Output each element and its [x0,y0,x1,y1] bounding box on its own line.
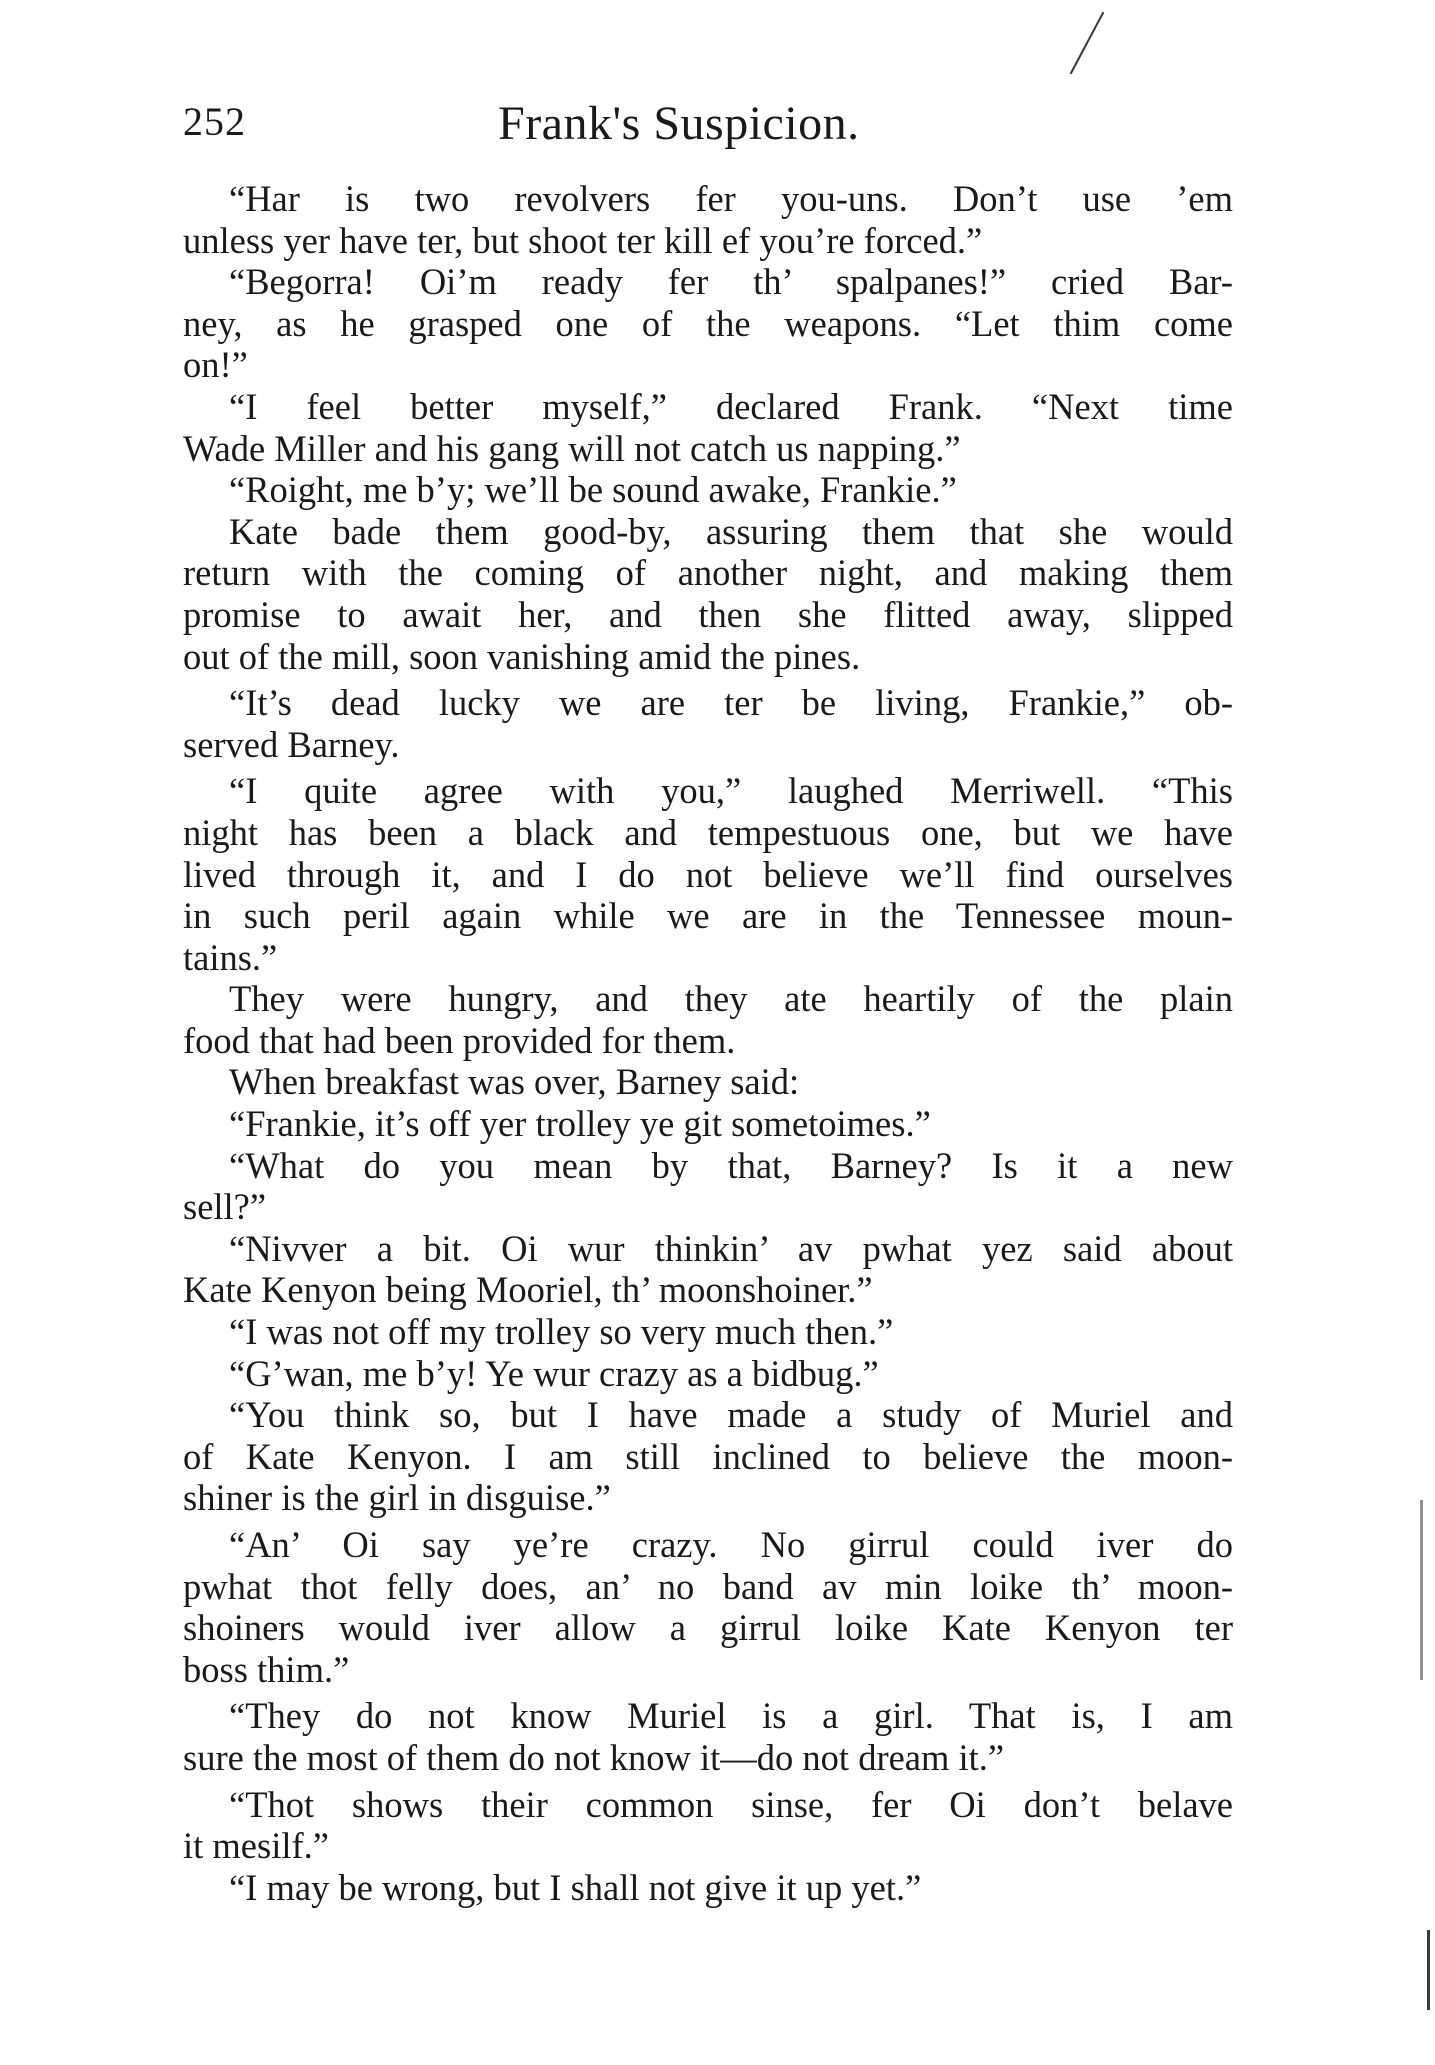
text-line: out of the mill, soon vanishing amid the pines. [183,635,861,677]
text-line: “They do not know Muriel is a girl. That is, I am [229,1695,1233,1737]
paragraph [183,1394,1233,1519]
paragraph [183,1524,1233,1690]
paragraph [183,1228,1233,1311]
paragraph [183,1145,1233,1228]
text-line: “Thot shows their common sinse, fer Oi don’t belave [229,1783,1233,1825]
paragraph [183,1867,1233,1909]
text-line: “I may be wrong, but I shall not give it up yet.” [229,1866,922,1908]
text-line: shiner is the girl in disguise.” [183,1477,611,1519]
text-line: sure the most of them do not know it—do not dream it.” [183,1736,1005,1778]
text-line: pwhat thot felly does, an’ no band av min loike th’ moon- [183,1565,1233,1607]
text-line: When breakfast was over, Barney said: [229,1061,800,1103]
paragraph [183,1784,1233,1867]
text-line: “Nivver a bit. Oi wur thinkin’ av pwhat yez said about [229,1227,1233,1269]
paragraph [183,978,1233,1061]
text-line: tains.” [183,936,278,978]
text-line: “Begorra! Oi’m ready fer th’ spalpanes!” cried Bar- [229,261,1233,303]
paragraph [183,1061,1233,1103]
text-line: food that had been provided for them. [183,1019,736,1061]
scan-mark-right-edge [1420,1500,1423,1680]
running-title: Frank's Suspicion. [498,97,860,150]
text-line: night has been a black and tempestuous one, but we have [183,811,1233,853]
paragraph [183,469,1233,511]
paragraph [183,1353,1233,1395]
paragraph [183,386,1233,469]
paragraph [183,682,1233,765]
text-line: “Frankie, it’s off yer trolley ye git sometoimes.” [229,1103,931,1145]
text-line: on!” [183,344,248,386]
paragraph [183,1103,1233,1145]
text-line: lived through it, and I do not believe we’ll find ourselves [183,853,1233,895]
text-line: “You think so, but I have made a study of Muriel and [229,1394,1233,1436]
paragraph [183,1311,1233,1353]
text-line: “An’ Oi say ye’re crazy. No girrul could iver do [229,1524,1233,1565]
text-line: in such peril again while we are in the Tennessee moun- [183,895,1233,937]
text-line: sell?” [183,1186,267,1228]
paragraph [183,511,1233,677]
text-line: shoiners would iver allow a girrul loike Kate Kenyon ter [183,1607,1233,1649]
paragraph [183,770,1233,978]
text-line: “I quite agree with you,” laughed Merriwell. “This [229,770,1233,812]
text-line: return with the coming of another night, and making them [183,552,1233,594]
text-line: “It’s dead lucky we are ter be living, Frankie,” ob- [229,682,1233,724]
text-line: ney, as he grasped one of the weapons. “Let thim come [183,302,1233,344]
paragraph [183,261,1233,386]
paragraph [183,1695,1233,1778]
text-line: “G’wan, me b’y! Ye wur crazy as a bidbug.” [229,1352,879,1394]
text-line: promise to await her, and then she flitted away, slipped [183,593,1233,635]
scan-mark-top [1070,12,1105,75]
text-line: boss thim.” [183,1648,350,1690]
text-line: unless yer have ter, but shoot ter kill ef you’re forced.” [183,219,983,261]
page-header [183,96,1233,166]
page-number: 252 [183,99,246,144]
scan-mark-bottom-right [1427,1930,1430,2010]
text-line: of Kate Kenyon. I am still inclined to believe the moon- [183,1435,1233,1477]
body-text [183,178,1233,1908]
text-line: Kate Kenyon being Mooriel, th’ moonshoiner.” [183,1269,873,1311]
text-line: “I feel better myself,” declared Frank. “Next time [229,385,1233,427]
text-line: They were hungry, and they ate heartily of the plain [229,978,1233,1020]
text-line: it mesilf.” [183,1825,329,1867]
paragraph [183,178,1233,261]
text-line: Kate bade them good-by, assuring them that she would [229,510,1233,552]
text-line: “Roight, me b’y; we’ll be sound awake, Frankie.” [229,469,957,511]
text-line: “What do you mean by that, Barney? Is it a new [229,1144,1233,1186]
text-line: “I was not off my trolley so very much then.” [229,1311,894,1353]
text-line: Wade Miller and his gang will not catch us napping.” [183,427,961,469]
text-line: served Barney. [183,723,400,765]
text-line: “Har is two revolvers fer you-uns. Don’t use ’em [229,178,1233,219]
